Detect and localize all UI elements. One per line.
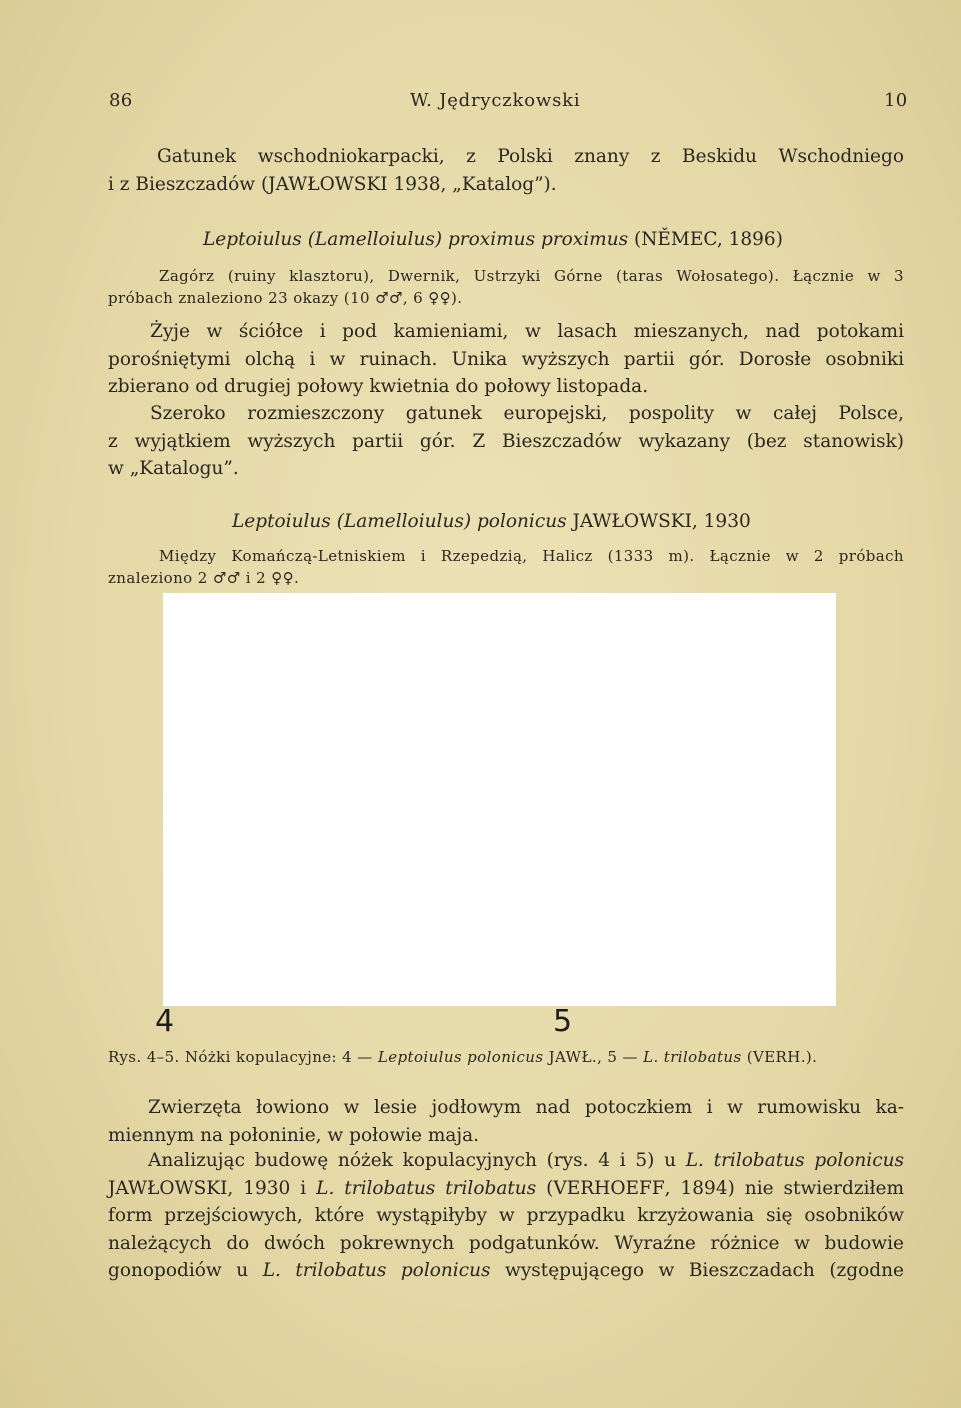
text-line: Zwierzęta łowiono w lesie jodłowym nad potoczkiem i w rumowisku ka-	[148, 1097, 904, 1118]
caption-species: L. trilobatus	[643, 1048, 742, 1066]
localities-paragraph	[108, 545, 904, 589]
text-line: JAWŁOWSKI, 1930 i L. trilobatus trilobatus (VERHOEFF, 1894) nie stwierdziłem	[108, 1177, 904, 1199]
species-heading	[203, 226, 783, 254]
text-line: zbierano od drugiej połowy kwietnia do połowy listopada.	[108, 376, 649, 397]
distribution-paragraph	[108, 400, 904, 483]
text-line: w „Katalogu”.	[108, 458, 239, 479]
issue-number: 10	[884, 90, 908, 111]
text-line: z wyjątkiem wyższych partii gór. Z Bieszczadów wykazany (bez stanowisk)	[108, 430, 904, 452]
species-name: polonicus	[476, 511, 567, 532]
text-line: Gatunek wschodniokarpacki, z Polski znany z Beskidu Wschodniego	[157, 146, 904, 167]
caption-prefix: Rys. 4–5. Nóżki kopulacyjne: 4 —	[108, 1048, 378, 1066]
figure-label-4: 4	[155, 1004, 175, 1039]
text-line: próbach znaleziono 23 okazy (10 ♂♂, 6 ♀♀).	[108, 289, 463, 307]
page-number: 86	[109, 90, 133, 111]
species-author: (NĚMEC, 1896)	[634, 229, 783, 250]
ecology-paragraph	[108, 318, 904, 401]
text-line: Szeroko rozmieszczony gatunek europejski, pospolity w całej Polsce,	[150, 403, 904, 424]
text-line: form przejściowych, które wystąpiłyby w przypadku krzyżowania się osobników	[108, 1205, 904, 1226]
genus-name: Leptoiulus	[232, 511, 331, 532]
text-line: Żyje w ściółce i pod kamieniami, w lasach mieszanych, nad potokami	[150, 321, 904, 342]
genus-name: Leptoiulus	[203, 229, 302, 250]
intro-paragraph	[108, 143, 904, 198]
subgenus-name: (Lamelloiulus)	[307, 229, 443, 250]
running-head-author: W. Jędryczkowski	[410, 90, 581, 111]
figure-caption	[108, 1046, 817, 1068]
text-line: należących do dwóch pokrewnych podgatunków. Wyraźne różnice w budowie	[108, 1232, 904, 1254]
subgenus-name: (Lamelloiulus)	[336, 511, 472, 532]
text-line: Analizując budowę nóżek kopulacyjnych (rys. 4 i 5) u L. trilobatus polonicus	[148, 1150, 904, 1171]
figure-label-5: 5	[553, 1004, 573, 1039]
text-line: miennym na połoninie, w połowie maja.	[108, 1124, 480, 1146]
habitat-paragraph	[108, 1094, 904, 1149]
caption-species: Leptoiulus polonicus	[377, 1048, 544, 1066]
text-line: porośniętymi olchą i w ruinach. Unika wyższych partii gór. Dorosłe osobniki	[108, 348, 904, 370]
caption-author: JAWŁ., 5 —	[543, 1048, 644, 1066]
species-heading	[232, 508, 751, 536]
text-line: i z Bieszczadów (JAWŁOWSKI 1938, „Katalog”).	[108, 173, 557, 195]
text-line: Między Komańczą-Letniskiem i Rzepedzią, Halicz (1333 m). Łącznie w 2 próbach	[159, 547, 904, 565]
analysis-paragraph	[108, 1147, 904, 1285]
caption-author: (VERH.).	[741, 1048, 818, 1066]
figure-plate	[163, 593, 836, 1006]
text-line: znaleziono 2 ♂♂ i 2 ♀♀.	[108, 569, 300, 587]
text-line: Zagórz (ruiny klasztoru), Dwernik, Ustrzyki Górne (taras Wołosatego). Łącznie w 3	[159, 267, 904, 285]
text-line: gonopodiów u L. trilobatus polonicus występującego w Bieszczadach (zgodne	[108, 1260, 904, 1281]
species-name: proximus proximus	[447, 229, 629, 250]
species-author: JAWŁOWSKI, 1930	[572, 511, 751, 532]
localities-paragraph	[108, 265, 904, 309]
